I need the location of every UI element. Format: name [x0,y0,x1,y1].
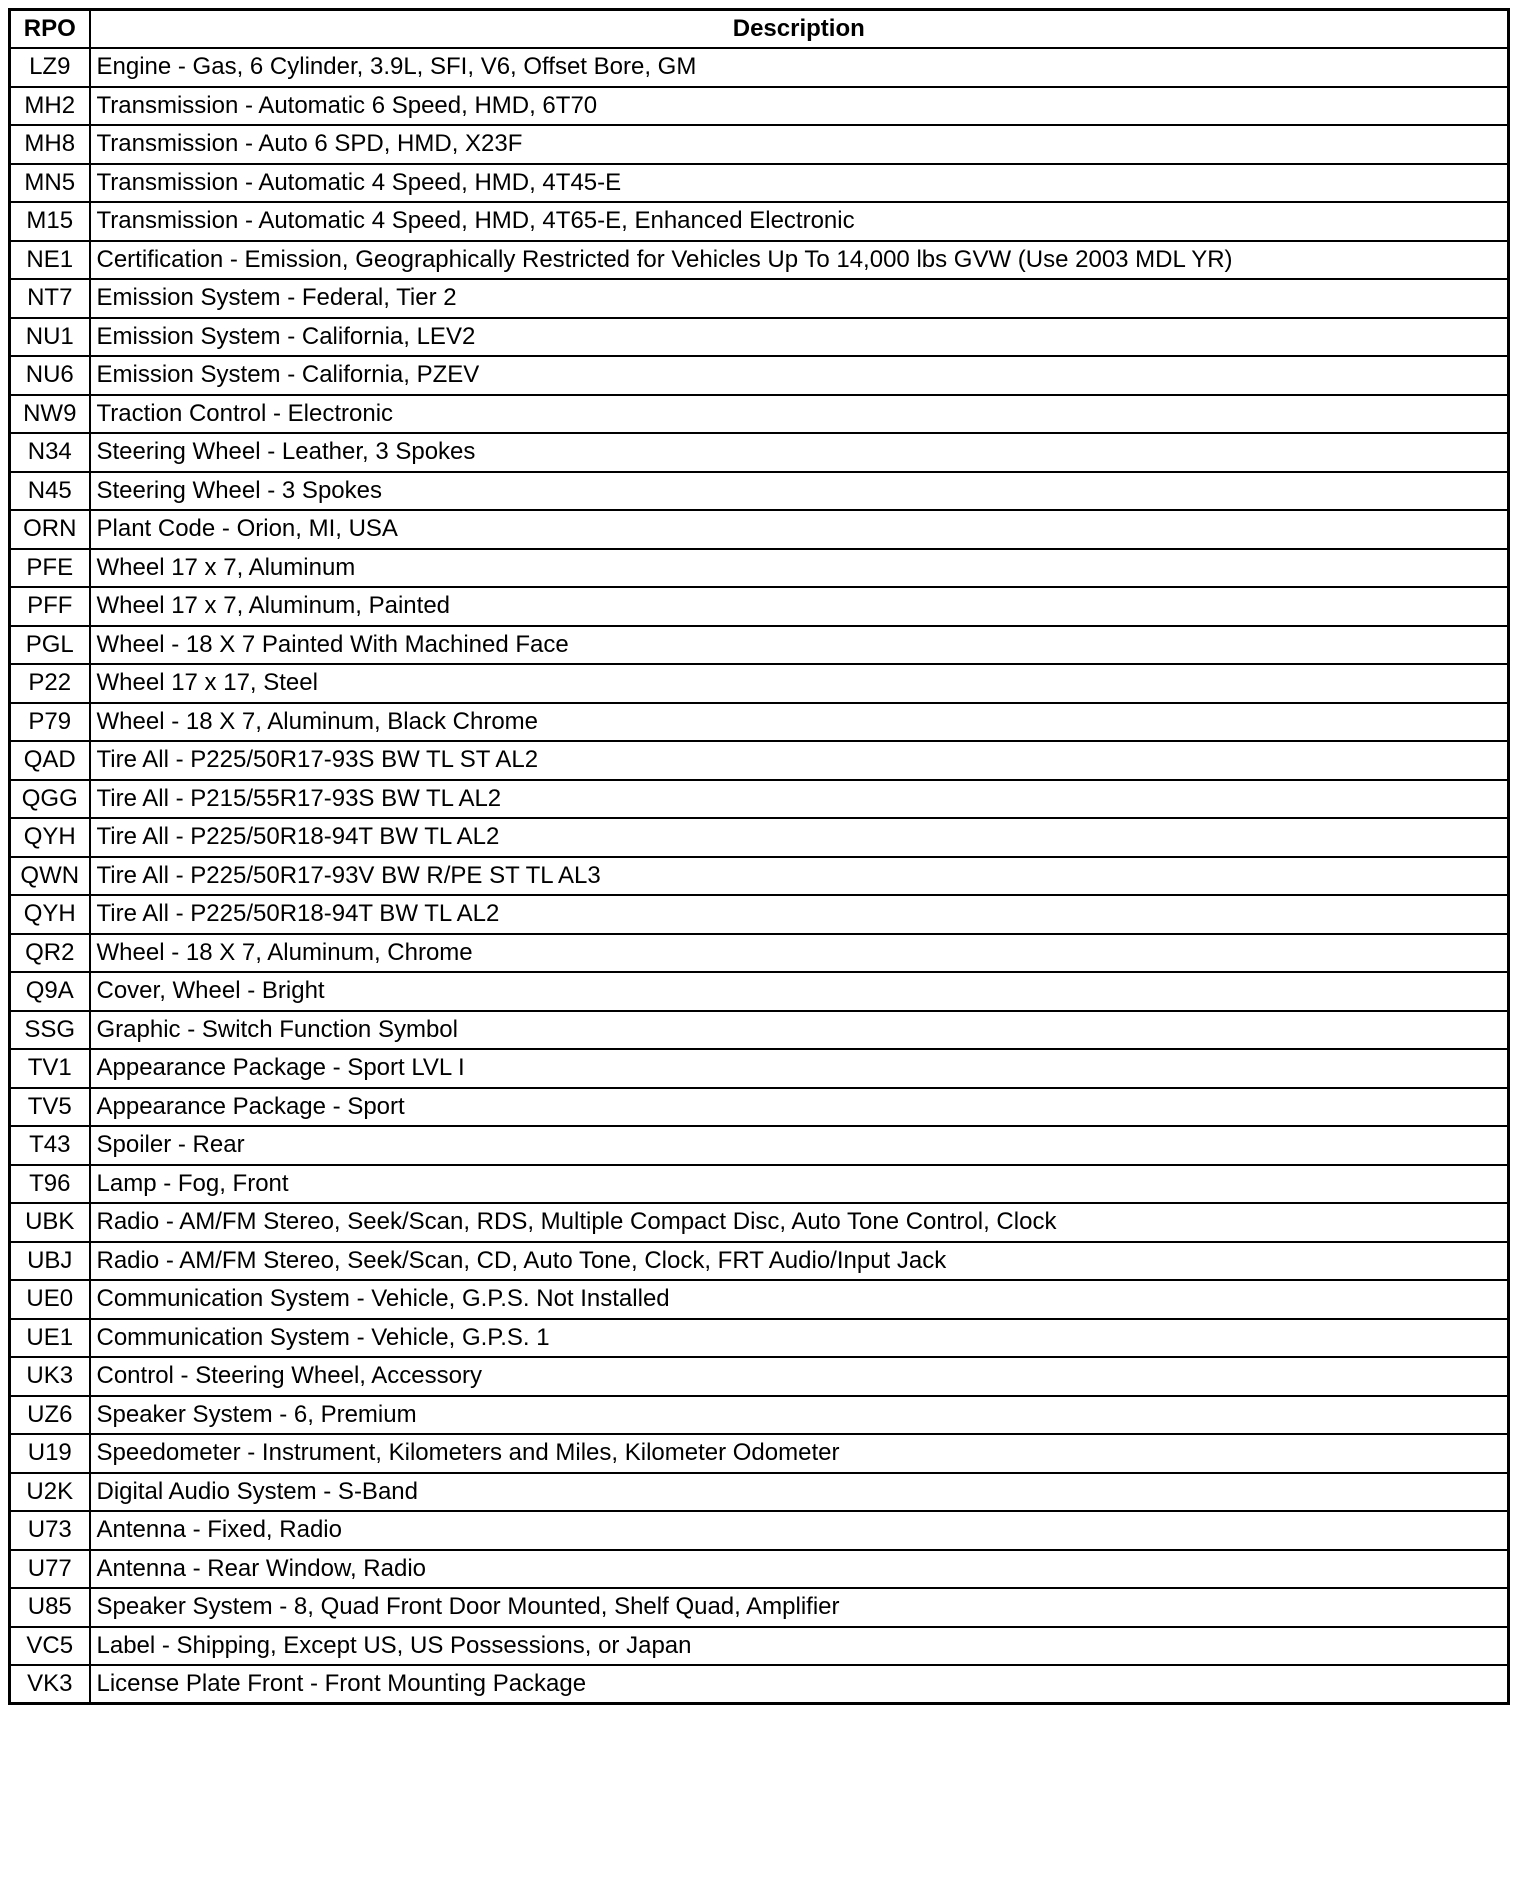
description-cell: Plant Code - Orion, MI, USA [90,510,1509,549]
rpo-code-cell: PFF [10,587,90,626]
rpo-code-cell: UE0 [10,1280,90,1319]
rpo-code-cell: NU1 [10,318,90,357]
rpo-code-cell: TV5 [10,1088,90,1127]
table-row [10,87,1509,126]
description-cell: Tire All - P225/50R18-94T BW TL AL2 [90,895,1509,934]
table-row [10,1550,1509,1589]
table-row [10,818,1509,857]
description-cell: Control - Steering Wheel, Accessory [90,1357,1509,1396]
table-row [10,1280,1509,1319]
table-row [10,202,1509,241]
table-row [10,934,1509,973]
table-row [10,1011,1509,1050]
table-row [10,741,1509,780]
table-row [10,549,1509,588]
table-row [10,703,1509,742]
table-header [10,10,1509,49]
description-cell: Steering Wheel - Leather, 3 Spokes [90,433,1509,472]
table-row [10,1627,1509,1666]
rpo-code-cell: UBK [10,1203,90,1242]
rpo-code-cell: QYH [10,818,90,857]
rpo-code-cell: NE1 [10,241,90,280]
description-cell: Speaker System - 6, Premium [90,1396,1509,1435]
description-cell: Wheel - 18 X 7 Painted With Machined Face [90,626,1509,665]
header-row [10,10,1509,49]
description-cell: Tire All - P225/50R17-93S BW TL ST AL2 [90,741,1509,780]
table-row [10,510,1509,549]
table-row [10,241,1509,280]
table-row [10,1396,1509,1435]
description-cell: Emission System - Federal, Tier 2 [90,279,1509,318]
description-cell: Wheel 17 x 7, Aluminum, Painted [90,587,1509,626]
rpo-code-cell: N45 [10,472,90,511]
table-row [10,1319,1509,1358]
table-row [10,972,1509,1011]
rpo-code-cell: T96 [10,1165,90,1204]
rpo-code-cell: UZ6 [10,1396,90,1435]
table-row [10,318,1509,357]
description-cell: Speedometer - Instrument, Kilometers and Miles, Kilometer Odometer [90,1434,1509,1473]
table-row [10,1473,1509,1512]
description-cell: Tire All - P225/50R17-93V BW R/PE ST TL AL3 [90,857,1509,896]
table-row [10,780,1509,819]
header-description: Description [90,10,1509,49]
rpo-code-cell: VC5 [10,1627,90,1666]
description-cell: Transmission - Automatic 6 Speed, HMD, 6T70 [90,87,1509,126]
rpo-code-cell: P22 [10,664,90,703]
description-cell: Transmission - Automatic 4 Speed, HMD, 4T65-E, Enhanced Electronic [90,202,1509,241]
table-row [10,48,1509,87]
description-cell: Speaker System - 8, Quad Front Door Mounted, Shelf Quad, Amplifier [90,1588,1509,1627]
description-cell: Graphic - Switch Function Symbol [90,1011,1509,1050]
rpo-code-cell: TV1 [10,1049,90,1088]
table-row [10,1357,1509,1396]
table-row [10,895,1509,934]
rpo-code-cell: PFE [10,549,90,588]
rpo-code-cell: U73 [10,1511,90,1550]
rpo-code-cell: UBJ [10,1242,90,1281]
description-cell: Radio - AM/FM Stereo, Seek/Scan, RDS, Multiple Compact Disc, Auto Tone Control, Clock [90,1203,1509,1242]
table-row [10,1665,1509,1704]
description-cell: Antenna - Rear Window, Radio [90,1550,1509,1589]
rpo-code-cell: NT7 [10,279,90,318]
rpo-code-cell: NU6 [10,356,90,395]
rpo-code-cell: U77 [10,1550,90,1589]
rpo-code-cell: PGL [10,626,90,665]
description-cell: Label - Shipping, Except US, US Possessions, or Japan [90,1627,1509,1666]
table-row [10,164,1509,203]
description-cell: Transmission - Auto 6 SPD, HMD, X23F [90,125,1509,164]
description-cell: Antenna - Fixed, Radio [90,1511,1509,1550]
rpo-code-cell: U19 [10,1434,90,1473]
description-cell: Communication System - Vehicle, G.P.S. Not Installed [90,1280,1509,1319]
table-row [10,626,1509,665]
table-row [10,472,1509,511]
description-cell: Engine - Gas, 6 Cylinder, 3.9L, SFI, V6, Offset Bore, GM [90,48,1509,87]
rpo-code-cell: MH2 [10,87,90,126]
rpo-code-cell: QGG [10,780,90,819]
description-cell: Wheel 17 x 7, Aluminum [90,549,1509,588]
description-cell: Wheel 17 x 17, Steel [90,664,1509,703]
rpo-code-cell: VK3 [10,1665,90,1704]
rpo-code-cell: P79 [10,703,90,742]
description-cell: Radio - AM/FM Stereo, Seek/Scan, CD, Auto Tone, Clock, FRT Audio/Input Jack [90,1242,1509,1281]
rpo-code-cell: T43 [10,1126,90,1165]
rpo-code-cell: NW9 [10,395,90,434]
table-body [10,48,1509,1704]
rpo-code-cell: QYH [10,895,90,934]
table-row [10,1511,1509,1550]
table-row [10,1049,1509,1088]
table-row [10,1126,1509,1165]
description-cell: Communication System - Vehicle, G.P.S. 1 [90,1319,1509,1358]
table-row [10,1588,1509,1627]
rpo-code-cell: U85 [10,1588,90,1627]
description-cell: Emission System - California, PZEV [90,356,1509,395]
rpo-code-cell: N34 [10,433,90,472]
table-row [10,1434,1509,1473]
description-cell: Steering Wheel - 3 Spokes [90,472,1509,511]
rpo-code-cell: SSG [10,1011,90,1050]
description-cell: Appearance Package - Sport [90,1088,1509,1127]
description-cell: Traction Control - Electronic [90,395,1509,434]
description-cell: Tire All - P215/55R17-93S BW TL AL2 [90,780,1509,819]
rpo-code-cell: U2K [10,1473,90,1512]
table-row [10,1203,1509,1242]
header-rpo: RPO [10,10,90,49]
description-cell: Digital Audio System - S-Band [90,1473,1509,1512]
table-row [10,587,1509,626]
rpo-code-cell: LZ9 [10,48,90,87]
table-row [10,356,1509,395]
description-cell: Spoiler - Rear [90,1126,1509,1165]
description-cell: Tire All - P225/50R18-94T BW TL AL2 [90,818,1509,857]
rpo-code-cell: ORN [10,510,90,549]
rpo-code-cell: Q9A [10,972,90,1011]
rpo-code-cell: QWN [10,857,90,896]
table-row [10,857,1509,896]
description-cell: Wheel - 18 X 7, Aluminum, Black Chrome [90,703,1509,742]
table-row [10,1242,1509,1281]
description-cell: Transmission - Automatic 4 Speed, HMD, 4T45-E [90,164,1509,203]
table-row [10,125,1509,164]
rpo-table [8,8,1510,1705]
description-cell: Emission System - California, LEV2 [90,318,1509,357]
rpo-code-cell: UK3 [10,1357,90,1396]
table-row [10,279,1509,318]
table-row [10,433,1509,472]
description-cell: Wheel - 18 X 7, Aluminum, Chrome [90,934,1509,973]
table-row [10,1088,1509,1127]
rpo-code-cell: QR2 [10,934,90,973]
rpo-code-cell: M15 [10,202,90,241]
table-row [10,664,1509,703]
rpo-code-cell: MH8 [10,125,90,164]
rpo-code-cell: MN5 [10,164,90,203]
table-row [10,395,1509,434]
description-cell: Cover, Wheel - Bright [90,972,1509,1011]
rpo-code-cell: QAD [10,741,90,780]
description-cell: Certification - Emission, Geographically Restricted for Vehicles Up To 14,000 lbs GVW (Use 2003 MDL YR) [90,241,1509,280]
table-row [10,1165,1509,1204]
rpo-code-cell: UE1 [10,1319,90,1358]
description-cell: Lamp - Fog, Front [90,1165,1509,1204]
description-cell: License Plate Front - Front Mounting Package [90,1665,1509,1704]
description-cell: Appearance Package - Sport LVL I [90,1049,1509,1088]
